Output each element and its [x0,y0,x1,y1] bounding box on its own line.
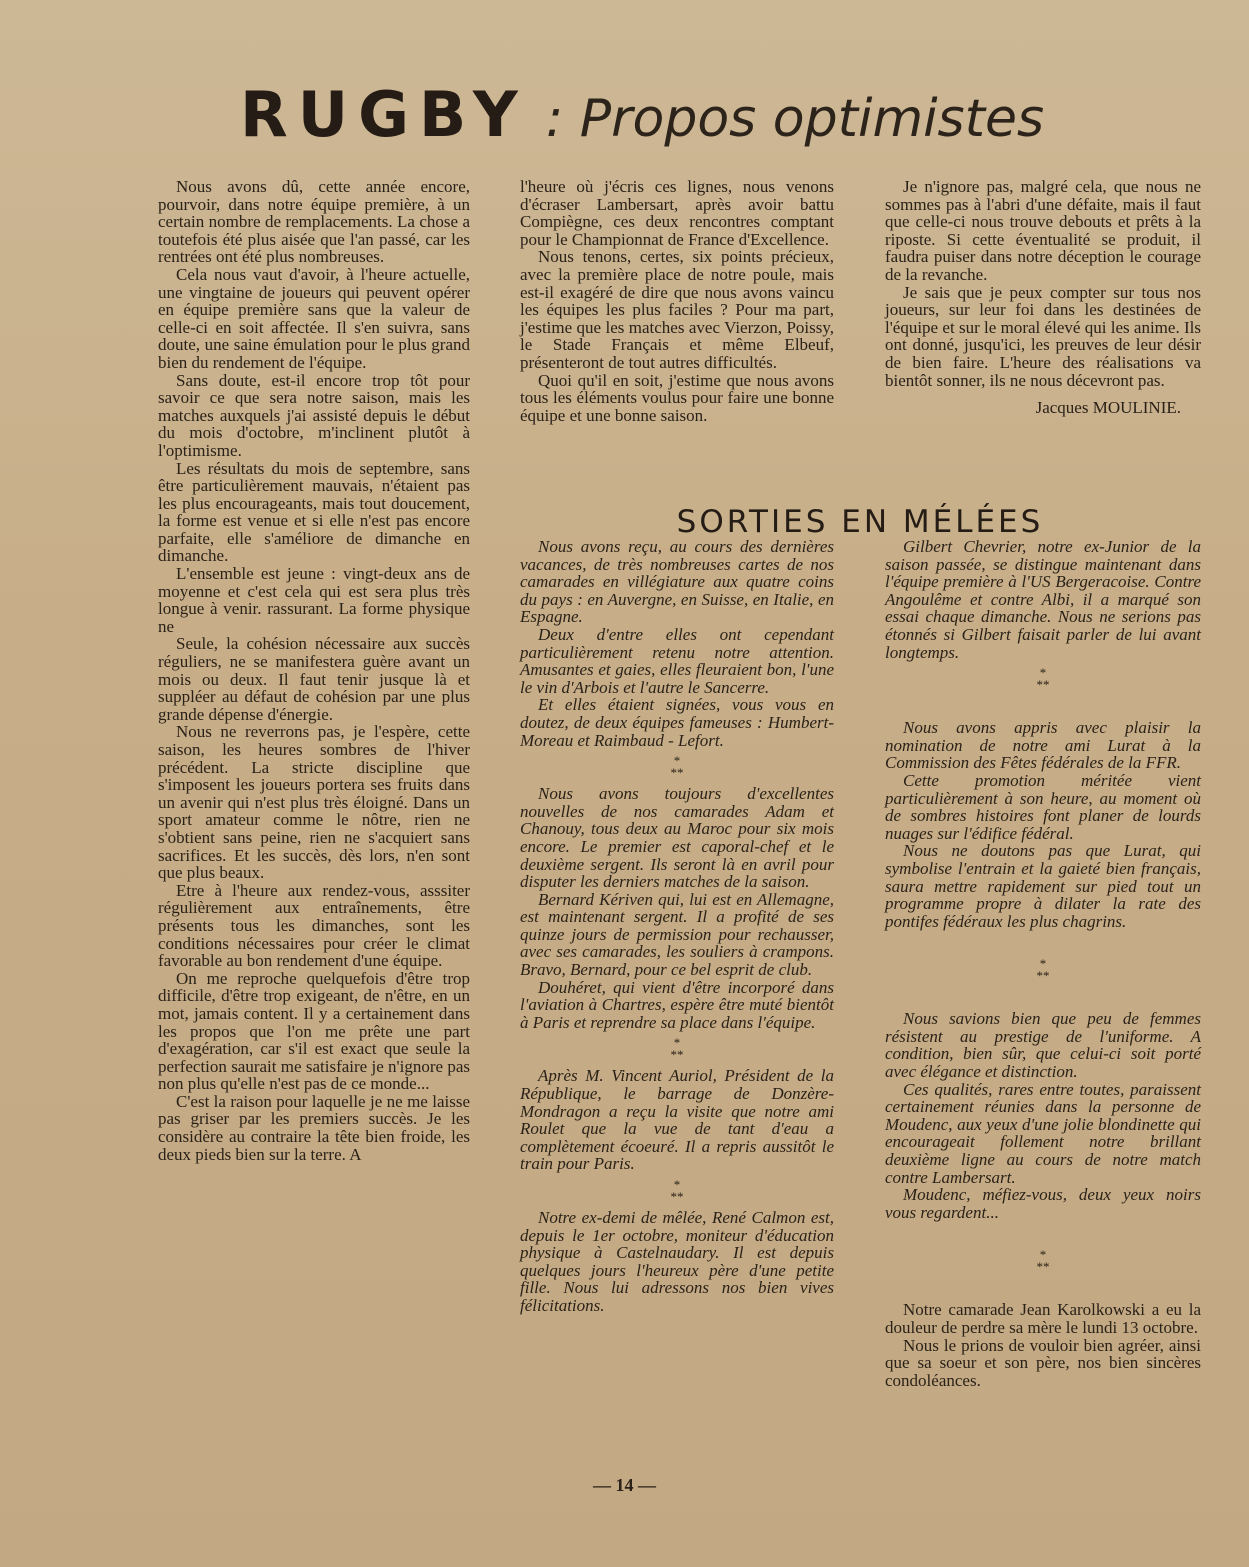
separator-stars: * ** [670,1035,684,1063]
paragraph: On me reproche quelquefois d'être trop difficile, d'être trop exigeant, de n'être, en un mot, jamais content. Il y a certainement dans les propos que l'on me prête une part d'exagération, car s'il est exact que seule la perfection saurait me satisfaire je n'ignore pas non plus qu'elle n'est pas de ce monde... [158,968,470,1094]
paragraph: Douhéret, qui vient d'être incorporé dans l'aviation à Chartres, espère être muté bientôt à Paris et reprendre sa place dans l'équipe. [520,977,834,1032]
paragraph: Les résultats du mois de septembre, sans être particulièrement mauvais, n'étaient pas les plus encourageants, mais tout doucement, la forme est venue et si elle n'est pas encore parfaite, elle s'améliore de dimanche en dimanche. [158,458,470,566]
paragraph: Et elles étaient signées, vous vous en doutez, de deux équipes fameuses : Humbert-Moreau et Raimbaud - Lefort. [520,695,834,750]
paragraph: Nous avons toujours d'excellentes nouvelles de nos camarades Adam et Chanouy, tous deux au Maroc pour six mois encore. Le premier est caporal-chef et le deuxième sergent. Ils seront là en avril pour disputer les derniers matches de la saison. [520,784,834,892]
paragraph: Quoi qu'il en soit, j'estime que nous avons tous les éléments voulus pour faire une bonne équipe et une bonne saison. [520,370,834,425]
separator-stars: * ** [1036,665,1050,693]
paragraph: Nous avons reçu, au cours des dernières vacances, de très nombreuses cartes de nos camarades en villégiature aux quatre coins du pays : en Auvergne, en Suisse, en Italie, en Espagne. [520,537,834,627]
paragraph: Nous le prions de vouloir bien agréer, ainsi que sa soeur et son père, nos bien sincères condoléances. [885,1335,1201,1390]
paragraph: Notre ex-demi de mêlée, René Calmon est, depuis le 1er octobre, moniteur d'éducation physique à Castelnaudary. Il est depuis quelques jours l'heureux père d'une petite fille. Nous lui adressons nos bien vives félicitations. [520,1208,834,1315]
paragraph: Nous avons appris avec plaisir la nomination de notre ami Lurat à la Commission des Fêtes fédérales de la FFR. [885,718,1201,773]
paragraph: C'est la raison pour laquelle je ne me laisse pas griser par les premiers succès. Je les considère au contraire la tête bien froide, les deux pieds bien sur la terre. A [158,1091,470,1164]
paragraph: Moudenc, méfiez-vous, deux yeux noirs vous regardent... [885,1185,1201,1222]
paragraph: L'ensemble est jeune : vingt-deux ans de moyenne et c'est cela qui est sera plus très longue à venir. rassurant. La forme physique ne [158,564,470,636]
melees-column-1 [520,538,834,1315]
page-title [240,78,1140,168]
separator-stars: * ** [1036,956,1050,984]
paragraph: Gilbert Chevrier, notre ex-Junior de la saison passée, se distingue maintenant dans l'équipe première à l'US Bergeracoise. Contre Angoulême et contre Albi, il a marqué son essai chaque dimanche. Nous ne serions pas étonnés si Gilbert faisait parler de lui avant longtemps. [885,537,1201,662]
paragraph: Seule, la cohésion nécessaire aux succès réguliers, ne se manifestera guère avant un mois ou deux. Il faut tenir jusque là et suppléer au défaut de cohésion par une plus grande dépense d'énergie. [158,634,470,724]
separator-stars: * ** [1036,1247,1050,1275]
separator-stars: * ** [670,1177,684,1204]
paragraph: l'heure où j'écris ces lignes, nous venons d'écraser Lambersart, après avoir battu Compiègne, ces deux rencontres comptant pour le Championnat de France d'Excellence. [520,177,834,249]
paragraph: Après M. Vincent Auriol, Président de la République, le barrage de Donzère-Mondragon a reçu la visite que notre ami Roulet que la vue de tant d'eau a complètement écoeuré. Il a repris aussitôt le train pour Paris. [520,1066,834,1174]
paragraph: Nous avons dû, cette année encore, pourvoir, dans notre équipe première, à un certain nombre de remplacements. La chose a toutefois été plus aisée que l'an passé, car les rentrées ont été plus nombreuses. [158,177,470,267]
article-column-1 [158,178,470,1163]
article-column-2 [520,178,834,424]
paragraph: Nous ne doutons pas que Lurat, qui symbolise l'entrain et la gaieté bien français, saura mettre rapidement sur pied tout un programme propre à dilater la rate des pontifes fédéraux les plus chagrins. [885,841,1201,931]
paragraph: Nous ne reverrons pas, je l'espère, cette saison, les heures sombres de l'hiver précédent. La stricte discipline que s'imposent les joueurs portera ses fruits dans un avenir qui n'est plus très éloigné. Dans un sport amateur comme le nôtre, rien ne s'obtient sans peine, rien ne s'acquiert sans sacrifices. Et les succès, dès lors, n'en sont que plus beaux. [158,722,470,883]
author-signature: Jacques MOULINIE. [1035,398,1181,418]
paragraph: Deux d'entre elles ont cependant particulièrement retenu notre attention. Amusantes et gaies, elles fleuraient bon, l'une le vin d'Arbois et l'autre le Sancerre. [520,624,834,697]
paragraph: Bernard Kériven qui, lui est en Allemagne, est maintenant sergent. Il a profité de ses quinze jours de permission pour rechausser, avec ses camarades, les souliers à crampons. Bravo, Bernard, pour ce bel esprit de club. [520,889,834,980]
paragraph: Ces qualités, rares entre toutes, paraissent certainement réunies dans la personne de Moudenc, aux yeux d'une jolie blondinette qui encourageait follement notre brillant deuxième ligne au cours de notre match contre Lambersart. [885,1079,1201,1187]
section-title: SORTIES EN MÉLÉES [676,504,1044,540]
paragraph: Sans doute, est-il encore trop tôt pour savoir ce que sera notre saison, mais les matches auxquels j'ai assisté depuis le début du mois d'octobre, m'inclinent plutôt à l'optimisme. [158,370,470,460]
paragraph: Nous tenons, certes, six points précieux, avec la première place de notre poule, mais est-il exagéré de dire que nous avons vaincu les équipes les plus faciles ? Pour ma part, j'estime que les matches avec Vierzon, Poissy, le Stade Français et même Elbeuf, présenteront de tout autres difficultés. [520,247,834,372]
title-main: RUGBY [240,78,528,151]
page-number: — 14 — [593,1475,656,1495]
paragraph: Cette promotion méritée vient particulièrement à son heure, au moment où de sombres histoires font planer de lourds nuages sur l'édifice fédéral. [885,770,1201,843]
article-column-3 [885,178,1201,417]
paragraph: Etre à l'heure aux rendez-vous, asssiter régulièrement aux entraînements, être présents tous les dimanches, sont les conditions nécessaires pour créer le climat favorable au bon rendement d'une équipe. [158,880,470,971]
paragraph: Notre camarade Jean Karolkowski a eu la douleur de perdre sa mère le lundi 13 octobre. [885,1300,1201,1337]
paragraph: Je n'ignore pas, malgré cela, que nous ne sommes pas à l'abri d'une défaite, mais il faut que celle-ci nous trouve debouts et prêts à la riposte. Si cette éventualité se produit, il faudra puiser dans notre déception le courage de la revanche. [885,177,1201,284]
title-sub: : Propos optimistes [545,89,1045,149]
paragraph: Cela nous vaut d'avoir, à l'heure actuelle, une vingtaine de joueurs qui peuvent opérer en équipe première sans que la valeur de celle-ci en soit affectée. Il s'en suivra, sans doute, une saine émulation pour le plus grand bien du rendement de l'équipe. [158,264,470,372]
separator-stars: * ** [670,753,684,781]
melees-column-2 [885,538,1201,1389]
paragraph: Nous savions bien que peu de femmes résistent au prestige de l'uniforme. A condition, bien sûr, que celui-ci soit porté avec élégance et distinction. [885,1009,1201,1082]
paragraph: Je sais que je peux compter sur tous nos joueurs, sur leur foi dans les destinées de l'équipe et sur le moral élevé qui les anime. Ils ont donné, jusqu'ici, les preuves de leur désir de bien faire. L'heure des réalisations va bientôt sonner, ils ne nous décevront pas. [885,282,1201,390]
